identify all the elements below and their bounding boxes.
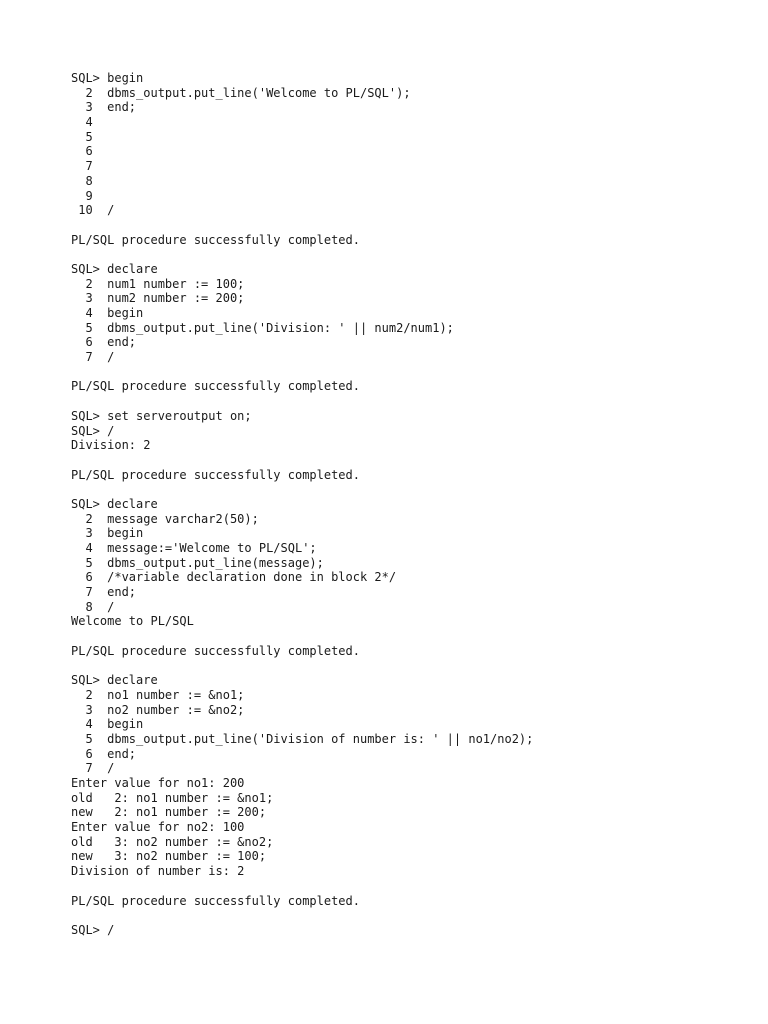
console-line <box>71 629 751 644</box>
console-line: new 3: no2 number := 100; <box>71 849 267 864</box>
console-line: PL/SQL procedure successfully completed. <box>71 379 360 394</box>
console-line: Welcome to PL/SQL <box>71 614 194 629</box>
console-line: PL/SQL procedure successfully completed. <box>71 467 360 482</box>
console-line: old 3: no2 number := &no2; <box>71 834 274 849</box>
console-line: Enter value for no2: 100 <box>71 820 245 835</box>
console-line: SQL> begin <box>71 71 144 85</box>
console-line: 10 / <box>71 203 115 218</box>
console-line: 6 end; <box>71 335 137 350</box>
console-line: 3 no2 number := &no2; <box>71 702 245 717</box>
console-line <box>71 247 751 262</box>
console-line <box>71 218 751 233</box>
console-line <box>71 908 751 923</box>
sqlplus-console-transcript <box>71 71 751 938</box>
console-line: 3 end; <box>71 100 137 115</box>
console-line: 8 <box>71 173 93 188</box>
console-line: 6 /*variable declaration done in block 2*/ <box>71 570 397 585</box>
console-line: 6 <box>71 144 93 159</box>
console-line <box>71 879 751 894</box>
console-line: 9 <box>71 188 93 203</box>
console-line: PL/SQL procedure successfully completed. <box>71 643 360 658</box>
console-line <box>71 365 751 380</box>
console-line: Division: 2 <box>71 438 151 453</box>
console-line: SQL> set serveroutput on; <box>71 408 252 423</box>
console-line: PL/SQL procedure successfully completed. <box>71 232 360 247</box>
console-line: 3 begin <box>71 526 144 541</box>
console-line: 2 dbms_output.put_line('Welcome to PL/SQL'); <box>71 85 411 100</box>
console-line: Enter value for no1: 200 <box>71 776 245 790</box>
console-line: PL/SQL procedure successfully completed. <box>71 893 360 908</box>
console-line: 3 num2 number := 200; <box>71 291 245 306</box>
console-line: 7 <box>71 159 93 174</box>
console-line <box>71 394 751 409</box>
console-line: 8 / <box>71 599 115 614</box>
console-line: 2 no1 number := &no1; <box>71 687 245 702</box>
console-line <box>71 453 751 468</box>
console-line <box>71 482 751 497</box>
console-line: SQL> declare <box>71 261 158 276</box>
console-line: 2 message varchar2(50); <box>71 511 259 526</box>
console-line: SQL> declare <box>71 673 158 688</box>
console-line: 4 begin <box>71 717 144 732</box>
console-line: new 2: no1 number := 200; <box>71 805 267 820</box>
console-line: 4 message:='Welcome to PL/SQL'; <box>71 541 317 555</box>
console-line: old 2: no1 number := &no1; <box>71 790 274 805</box>
console-line: 5 dbms_output.put_line('Division: ' || num2/num1); <box>71 320 454 335</box>
console-line: 7 end; <box>71 585 137 600</box>
console-line: 4 <box>71 115 93 130</box>
console-line: 5 dbms_output.put_line(message); <box>71 555 324 570</box>
console-line: 6 end; <box>71 746 137 761</box>
console-line: SQL> declare <box>71 496 158 511</box>
console-line: SQL> / <box>71 922 115 937</box>
console-line: SQL> / <box>71 423 115 438</box>
console-line: 7 / <box>71 350 115 365</box>
console-line: 4 begin <box>71 306 144 320</box>
console-line: 5 dbms_output.put_line('Division of number is: ' || no1/no2); <box>71 731 534 746</box>
console-line: 2 num1 number := 100; <box>71 276 245 291</box>
console-line <box>71 659 751 674</box>
console-line: 5 <box>71 129 93 144</box>
console-line: 7 / <box>71 761 115 776</box>
console-line: Division of number is: 2 <box>71 864 245 879</box>
